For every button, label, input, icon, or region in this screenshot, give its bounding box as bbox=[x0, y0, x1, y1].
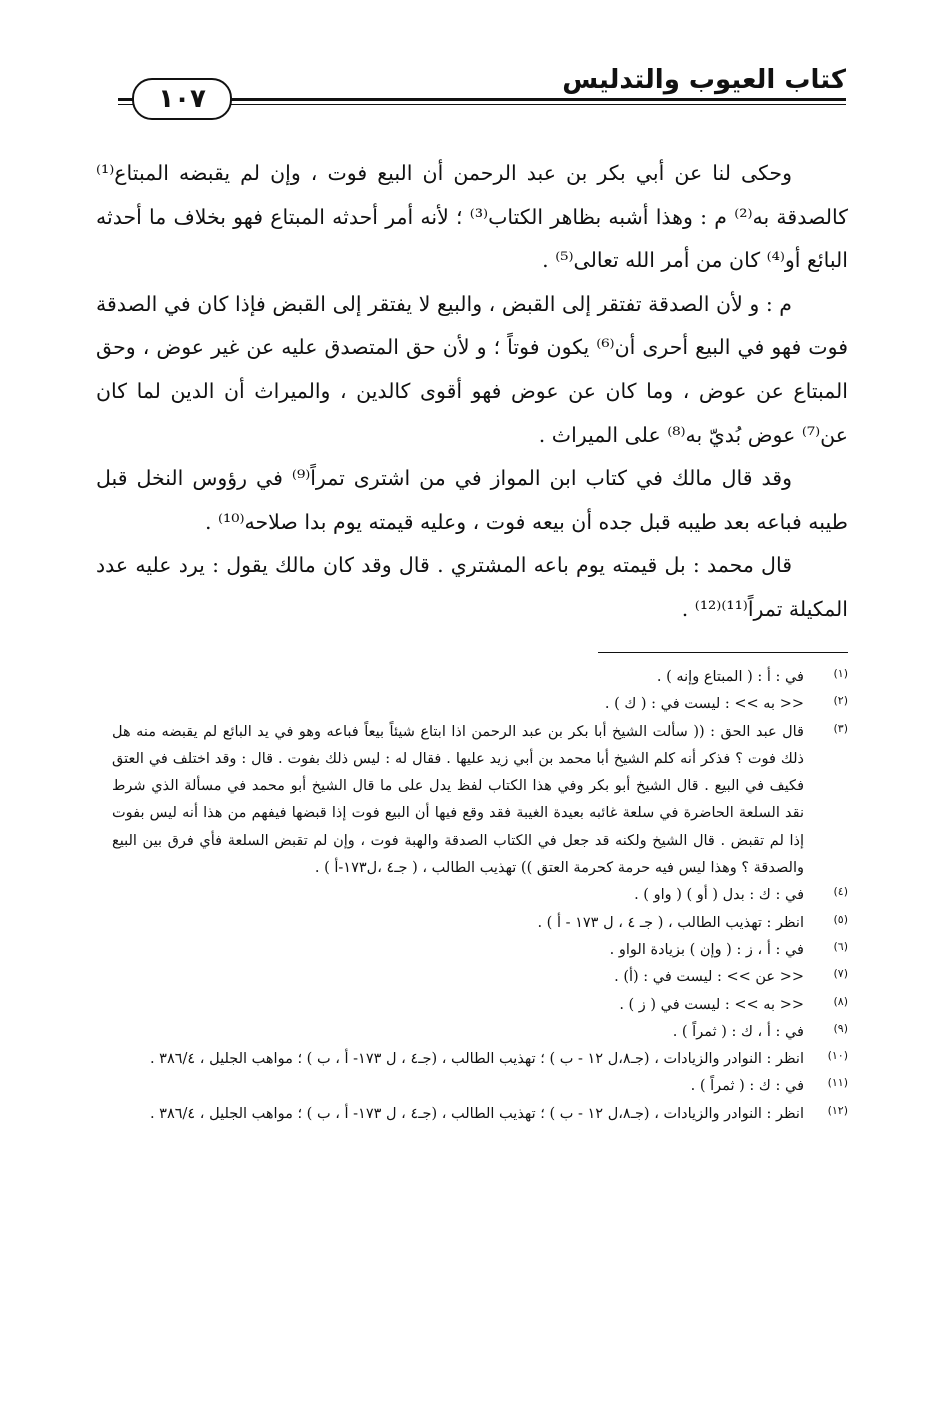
footnote-number: (١) bbox=[833, 667, 848, 680]
footnote-separator bbox=[598, 652, 848, 653]
page-number: ١٠٧ bbox=[132, 78, 232, 120]
footnote bbox=[112, 964, 848, 991]
footnote-number: (١١) bbox=[827, 1076, 848, 1090]
footnote-number: (٦) bbox=[833, 939, 848, 953]
footnote-number: (٩) bbox=[833, 1021, 848, 1035]
footnote-number: (٧) bbox=[833, 967, 848, 981]
footnote bbox=[112, 691, 848, 718]
footnote bbox=[112, 1073, 848, 1100]
footnote bbox=[112, 882, 848, 909]
footnote-number: (١٠) bbox=[827, 1049, 848, 1063]
footnote-text: في : أ ، ز : ( وإن ) بزيادة الواو . bbox=[609, 941, 804, 958]
footnote bbox=[112, 992, 848, 1019]
footnote bbox=[112, 1046, 848, 1073]
footnote bbox=[112, 910, 848, 937]
footnote-text: انظر : النوادر والزيادات ، (جـ٨،ل ١٢ - ب ) ؛ تهذيب الطالب ، (جـ٤ ، ل ١٧٣- أ ، ب ) ؛ مواهب الجليل ، ٣٨٦/٤ . bbox=[149, 1051, 804, 1068]
footnote-text: انظر : النوادر والزيادات ، (جـ٨،ل ١٢ - ب ) ؛ تهذيب الطالب ، (جـ٤ ، ل ١٧٣- أ ، ب ) ؛ مواهب الجليل ، ٣٨٦/٤ . bbox=[149, 1105, 804, 1122]
paragraph: وحكى لنا عن أبي بكر بن عبد الرحمن أن البيع فوت ، وإن لم يقبضه المبتاع⁽¹⁾ كالصدقة به⁽²⁾ م : وهذا أشبه بظاهر الكتاب⁽³⁾ ؛ لأنه أمر أحدثه المبتاع فهو بخلاف ما أحدثه البائع أو⁽⁴⁾ كان من أمر الله تعالى⁽⁵⁾ . bbox=[96, 161, 848, 273]
footnote bbox=[112, 664, 848, 691]
footnote-number: (١٢) bbox=[827, 1103, 848, 1117]
footnote-text: في : ك : ( ثمراً ) . bbox=[690, 1078, 804, 1095]
footnote-number: (٤) bbox=[833, 885, 848, 899]
footnote bbox=[112, 937, 848, 964]
footnotes bbox=[112, 664, 848, 1128]
footnote-text: في : أ ، ك : ( ثمراً ) . bbox=[672, 1023, 804, 1040]
footnote-number: (٣) bbox=[833, 721, 848, 735]
running-title: كتاب العيوب والتدليس bbox=[562, 65, 846, 95]
paragraph: قال محمد : بل قيمته يوم باعه المشتري . قال وقد كان مالك يقول : يرد عليه عدد المكيلة تمراً⁽¹¹⁾⁽¹²⁾ . bbox=[96, 553, 848, 621]
footnote bbox=[112, 719, 848, 883]
footnote-text: في : ك : بدل ( أو ) ( واو ) . bbox=[634, 887, 804, 904]
footnote bbox=[112, 1019, 848, 1046]
page-header bbox=[118, 60, 846, 120]
footnote bbox=[112, 1101, 848, 1128]
footnote-number: (٨) bbox=[833, 994, 848, 1008]
footnote-text: << به >> : ليست في : ( ك ) . bbox=[604, 696, 804, 713]
footnote-text: << عن >> : ليست في : (أ) . bbox=[614, 969, 804, 986]
main-text bbox=[96, 152, 848, 632]
footnote-number: (٢) bbox=[833, 694, 848, 708]
footnote-number: (٥) bbox=[833, 912, 848, 926]
footnote-text: انظر : تهذيب الطالب ، ( جـ ٤ ، ل ١٧٣ - أ ) . bbox=[537, 914, 804, 931]
footnote-text: << به >> : ليست في ( ز ) . bbox=[619, 996, 804, 1013]
footnote-text: في : أ : ( المبتاع وإنه ) . bbox=[656, 669, 804, 685]
paragraph: وقد قال مالك في كتاب ابن المواز في من اشترى تمراً⁽⁹⁾ في رؤوس النخل قبل طيبه فباعه بعد طيبه قبل جده أن بيعه فوت ، وعليه قيمته يوم بدا صلاحه⁽¹⁰⁾ . bbox=[96, 466, 848, 534]
footnote-text: قال عبد الحق : (( سألت الشيخ أبا بكر بن عبد الرحمن اذا ابتاع شيئاً بيعاً فباعه وهو في يد البائع لم يقبضه منه هل ذلك فوت ؟ فذكر أنه كلم الشيخ أبا محمد بن أبي زيد عليها . فقال له : ليس ذلك بفوت . قال : وقد اختلف في العتق فكيف في البيع . قال الشيخ أبو بكر وفي هذا الكتاب لفظ يدل على ما قال الشيخ أبو محمد في مسألة الذي شرط نقد السلعة الحاضرة في سلعة غائبه بعيدة الغيبة فقد وقع فيها أن البيع فوت إذا قبضها فيفهم من هذا أنه ليس بفوت إذا لم تقبض . قال الشيخ ولكنه قد جعل في الكتاب الصدقة والهبة فوت ، وإن لم تقبض السلعة فأي فرق بين البيع والصدقة ؟ وهذا ليس فيه حرمة كحرمة العتق )) تهذيب الطالب ، ( جـ٤ ،ل١٧٣-أ ) . bbox=[112, 723, 804, 877]
paragraph: م : و لأن الصدقة تفتقر إلى القبض ، والبيع لا يفتقر إلى القبض فإذا كان في الصدقة فوت فهو في البيع أحرى أن⁽⁶⁾ يكون فوتاً ؛ و لأن حق المتصدق عليه عن غير عوض ، وحق المبتاع عن عوض ، وما كان عن عوض فهو أقوى كالدين ، والميراث أن الدين لما كان عن⁽⁷⁾ عوض بُديّ به⁽⁸⁾ على الميراث . bbox=[96, 291, 848, 447]
